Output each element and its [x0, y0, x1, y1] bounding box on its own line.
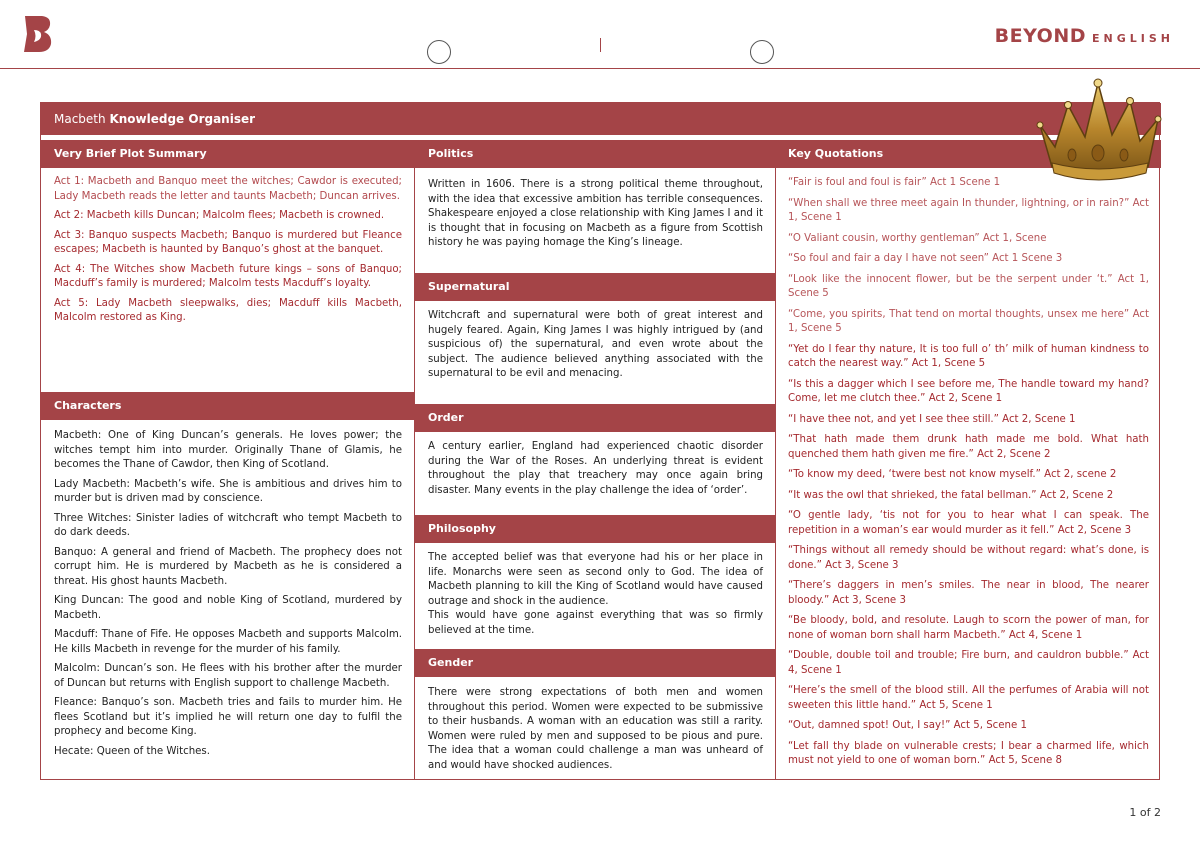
quotation: “Out, damned spot! Out, I say!” Act 5, Scene 1 [788, 720, 1027, 731]
quotation: “That hath made them drunk hath made me bold. What hath quenched them hath given me fire.” Act 2, Scene 2 [788, 434, 1149, 460]
philosophy-paragraph: This would have gone against everything that was so firmly believed at the time. [428, 610, 763, 636]
quotation: “Is this a dagger which I see before me, The handle toward my hand? Come, let me clutch thee.” Act 2, Scene 1 [788, 378, 1149, 404]
character-entry: Macduff: Thane of Fife. He opposes Macbeth and supports Malcolm. He kills Macbeth in revenge for the murder of his family. [54, 629, 402, 655]
character-entry: Malcolm: Duncan’s son. He flees with his brother after the murder of Duncan but returns with English support to challenge Macbeth. [54, 663, 402, 689]
supernatural-paragraph: Witchcraft and supernatural were both of great interest and hugely feared. Again, King James I was highly intrigued by (and suspicious of) the supernatural, and even wrote about the subject. The audience believed anything associated with the supernatural to be evil and menacing. [428, 310, 763, 379]
quotation: “Here’s the smell of the blood still. All the perfumes of Arabia will not sweeten this little hand.” Act 5, Scene 1 [788, 685, 1149, 711]
quotation: “Come, you spirits, That tend on mortal thoughts, unsex me here” Act 1, Scene 5 [788, 308, 1149, 334]
quotation: “When shall we three meet again In thunder, lightning, or in rain?” Act 1, Scene 1 [788, 197, 1149, 223]
plot-act: Act 1: Macbeth and Banquo meet the witches; Cawdor is executed; Lady Macbeth reads the letter and taunts Macbeth; Duncan arrives. [54, 176, 402, 202]
supernatural-heading: Supernatural [415, 273, 775, 301]
left-column [41, 140, 414, 770]
quotation: “To know my deed, ‘twere best not know myself.” Act 2, scene 2 [788, 469, 1117, 480]
quotation: “So foul and fair a day I have not seen” Act 1 Scene 3 [788, 253, 1063, 264]
knowledge-organiser [40, 102, 1160, 780]
plot-act: Act 2: Macbeth kills Duncan; Malcolm flees; Macbeth is crowned. [54, 210, 385, 221]
character-entry: Macbeth: One of King Duncan’s generals. He loves power; the witches tempt him into murder. Originally Thane of Glamis, he becomes the Thane of Cawdor, then King of Scotland. [54, 430, 402, 470]
character-entry: King Duncan: The good and noble King of Scotland, murdered by Macbeth. [54, 595, 402, 621]
gender-heading: Gender [415, 649, 775, 677]
quotation: “It was the owl that shrieked, the fatal bellman.” Act 2, Scene 2 [788, 489, 1114, 501]
plot-heading: Very Brief Plot Summary [41, 140, 414, 168]
nav-divider [600, 38, 601, 52]
quotation: “O gentle lady, ‘tis not for you to hear what I can speak. The repetition in a woman’s ear would murder as it fell.” Act 2, Scene 3 [788, 510, 1149, 536]
plot-act: Act 3: Banquo suspects Macbeth; Banquo is murdered but Fleance escapes; Macbeth is haunted by Banquo’s ghost at the banquet. [54, 229, 402, 255]
page-title [41, 103, 1161, 135]
middle-column [414, 140, 776, 780]
quotation: “Fair is foul and foul is fair” Act 1 Scene 1 [788, 177, 1001, 188]
plot-summary [41, 168, 414, 392]
quotation: “Yet do I fear thy nature, It is too full o’ th’ milk of human kindness to catch the nearest way.” Act 1, Scene 5 [788, 343, 1149, 369]
top-bar [0, 0, 1200, 69]
title-main: Knowledge Organiser [109, 112, 256, 126]
nav-prev-icon[interactable] [427, 40, 451, 64]
right-column [775, 140, 1161, 775]
quotation: “O Valiant cousin, worthy gentleman” Act 1, Scene [788, 232, 1047, 244]
philosophy-paragraph: The accepted belief was that everyone had his or her place in life. Monarchs were seen as second only to God. The idea of Macbeth planning to kill the King of Scotland would have caused outrage and shock in the audience. [428, 552, 763, 607]
brand-sub: ENGLISH [1092, 32, 1174, 45]
supernatural-text [415, 301, 775, 404]
philosophy-heading: Philosophy [415, 515, 775, 543]
philosophy-text [415, 543, 775, 649]
plot-act: Act 5: Lady Macbeth sleepwalks, dies; Macduff kills Macbeth, Malcolm restored as King. [54, 297, 402, 323]
page-number: 1 of 2 [1129, 806, 1161, 819]
title-prefix: Macbeth [54, 112, 106, 126]
politics-paragraph: Written in 1606. There is a strong political theme throughout, with the idea that excessive ambition has terrible consequences. Shakespeare enjoyed a close relationship with King James I and it is thought that in focusing on Macbeth as a figure from Scottish history he was paying homage the King’s lineage. [428, 179, 763, 248]
gender-paragraph: There were strong expectations of both men and women throughout this period. Women were expected to be submissive to their husbands. A woman with an education was still a rarity. Women were ruled by men and supposed to be pious and pure. The idea that a woman could challenge a man was unheard of and would have shocked audiences. [428, 687, 763, 771]
quotation: “Things without all remedy should be without regard: what’s done, is done.” Act 3, Scene 3 [788, 545, 1149, 571]
quotation: “Double, double toil and trouble; Fire burn, and cauldron bubble.” Act 4, Scene 1 [788, 650, 1149, 676]
character-entry: Lady Macbeth: Macbeth’s wife. She is ambitious and drives him to murder but is driven mad by conscience. [54, 478, 402, 504]
beyond-logo-icon [22, 14, 54, 54]
quotation: “I have thee not, and yet I see thee still.” Act 2, Scene 1 [788, 413, 1076, 425]
characters-heading: Characters [41, 392, 414, 420]
order-text [415, 432, 775, 515]
characters-list [41, 420, 414, 770]
quotation: “Look like the innocent flower, but be the serpent under ‘t.” Act 1, Scene 5 [788, 273, 1149, 299]
brand-logo [995, 25, 1174, 47]
character-entry: Banquo: A general and friend of Macbeth. The prophecy does not corrupt him. He is murdered by Macbeth as he is considered a threat. His ghost haunts Macbeth. [54, 546, 402, 587]
quotations-heading: Key Quotations [775, 140, 1161, 168]
character-entry: Hecate: Queen of the Witches. [54, 745, 210, 757]
brand-main: BEYOND [994, 25, 1087, 47]
politics-heading: Politics [415, 140, 775, 168]
quotations-list [775, 168, 1161, 769]
politics-text [415, 168, 775, 273]
quotation: “There’s daggers in men’s smiles. The near in blood, The nearer bloody.” Act 3, Scene 3 [788, 580, 1149, 606]
order-heading: Order [415, 404, 775, 432]
quotation: “Let fall thy blade on vulnerable crests; I bear a charmed life, which must not yield to one of woman born.” Act 5, Scene 8 [788, 740, 1149, 766]
plot-act: Act 4: The Witches show Macbeth future kings – sons of Banquo; Macduff’s family is murdered; Malcolm tests Macduff’s loyalty. [54, 263, 402, 289]
gender-text [415, 677, 775, 784]
quotation: “Be bloody, bold, and resolute. Laugh to scorn the power of man, for none of woman born shall harm Macbeth.” Act 4, Scene 1 [788, 615, 1149, 641]
nav-next-icon[interactable] [750, 40, 774, 64]
character-entry: Three Witches: Sinister ladies of witchcraft who tempt Macbeth to do dark deeds. [54, 512, 402, 538]
crown-icon [1030, 75, 1165, 185]
order-paragraph: A century earlier, England had experienced chaotic disorder during the War of the Roses. An underlying threat is evident throughout the play that treachery may once again bring disaster. Many events in the play challenge the idea of ‘order’. [428, 441, 763, 496]
character-entry: Fleance: Banquo’s son. Macbeth tries and fails to murder him. He flees Scotland but it’s implied he will return one day to fulfil the prophecy and become King. [54, 697, 402, 737]
